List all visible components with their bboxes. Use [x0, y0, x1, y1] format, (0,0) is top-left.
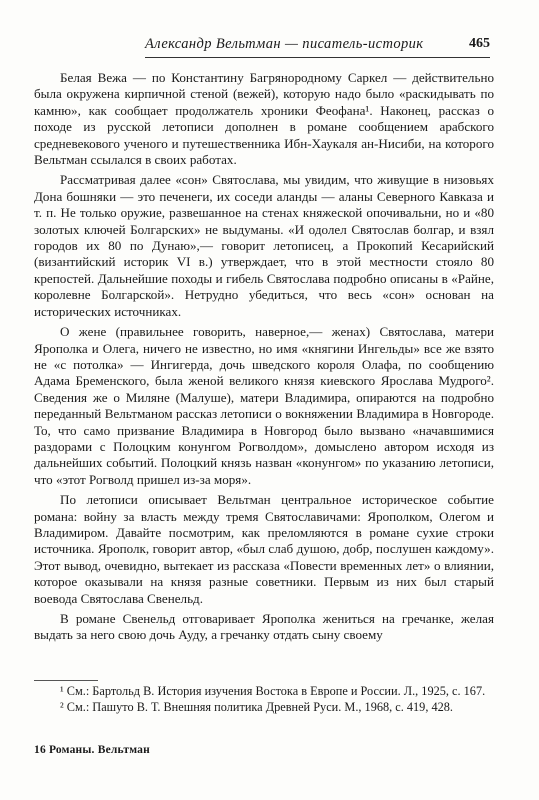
paragraph: По летописи описывает Вельтман центральное историческое событие романа: войну за власть между тремя Святославичами: Ярополком, Олегом и Владимиром. Давайте посмотрим, как преломляются в романе сухие строки источника. Ярополк, говорит автор, «был слаб душою, добр, послушен каждому». Этот вывод, очевидно, вытекает из рассказа «Повести временных лет» о влиянии, которое оказывали на князя разные советники. Первым из них был старый воевода Святослава Свенельд.	[34, 492, 494, 606]
body-text	[34, 70, 494, 644]
running-header	[145, 36, 490, 58]
paragraph: В романе Свенельд отговаривает Ярополка жениться на гречанке, желая выдать за него свою дочь Ауду, а гречанку отдать сыну своему	[34, 611, 494, 643]
footnote: ¹ См.: Бартольд В. История изучения Востока в Европе и России. Л., 1925, с. 167.	[60, 684, 486, 698]
header-rule	[145, 57, 490, 58]
running-title: Александр Вельтман — писатель-историк	[145, 36, 424, 52]
printer-signature: 16 Романы. Вельтман	[34, 744, 150, 756]
footnote: ² См.: Пашуто В. Т. Внешняя политика Древней Руси. М., 1968, с. 419, 428.	[60, 699, 454, 714]
paragraph: Рассматривая далее «сон» Святослава, мы увидим, что живущие в низовьях Дона бошняки — это печенеги, их соседи аланды — аланы Северного Кавказа и т. п. Не только оружие, развешанное на стенах княжеской опочивальни, но и «80 золотых ключей Болгарских» не выдуманы. «И одолел Святослав болгар, и взял городов их 80 по Дунаю»,— говорит летописец, а Прокопий Кесарийский (византийский историк VI в.) утверждает, что в этой местности стояло 80 крепостей. Дальнейшие походы и гибель Святослава подробно описаны в «Райне, королевне Болгарской». Нетрудно убедиться, что весь «сон» основан на исторических источниках.	[34, 172, 494, 319]
paragraph: Белая Вежа — по Константину Багрянородному Саркел — действительно была окружена кирпичной стеной (вежей), которую надо было «раскидывать по камню», как сообщает продолжатель хроники Феофана¹. Наконец, рассказ о походе из русской летописи дополнен в романе сообщением арабского средневекового ученого и путешественника Ибн-Хаукаля ан-Нисиби, на которого Вельтман ссылался в своих работах.	[34, 70, 494, 168]
page-number: 465	[469, 36, 490, 51]
footnote-rule	[34, 680, 98, 681]
paragraph: О жене (правильнее говорить, наверное,— женах) Святослава, матери Ярополка и Олега, ничего не известно, но имя «княгини Ингельды» все же взято не «с потолка» — Ингигерда, дочь шведского короля Олафа, по сообщению Адама Бременского, была женой великого князя киевского Ярослава Мудрого². Сведения же о Миляне (Малуше), матери Владимира, опираются на подробно переданный Вельтманом рассказ летописи о вокняжении Владимира в Новгороде. То, что само призвание Владимира в Новгород было вызвано «начавшимися раздорами с Полоцким конунгом Рогволдом», домыслено автором исходя из дальнейших событий. Полоцкий князь назван «конунгом» по указанию летописи, что «этот Рогволд пришел из-за моря».	[34, 324, 494, 487]
footnotes	[34, 684, 494, 715]
